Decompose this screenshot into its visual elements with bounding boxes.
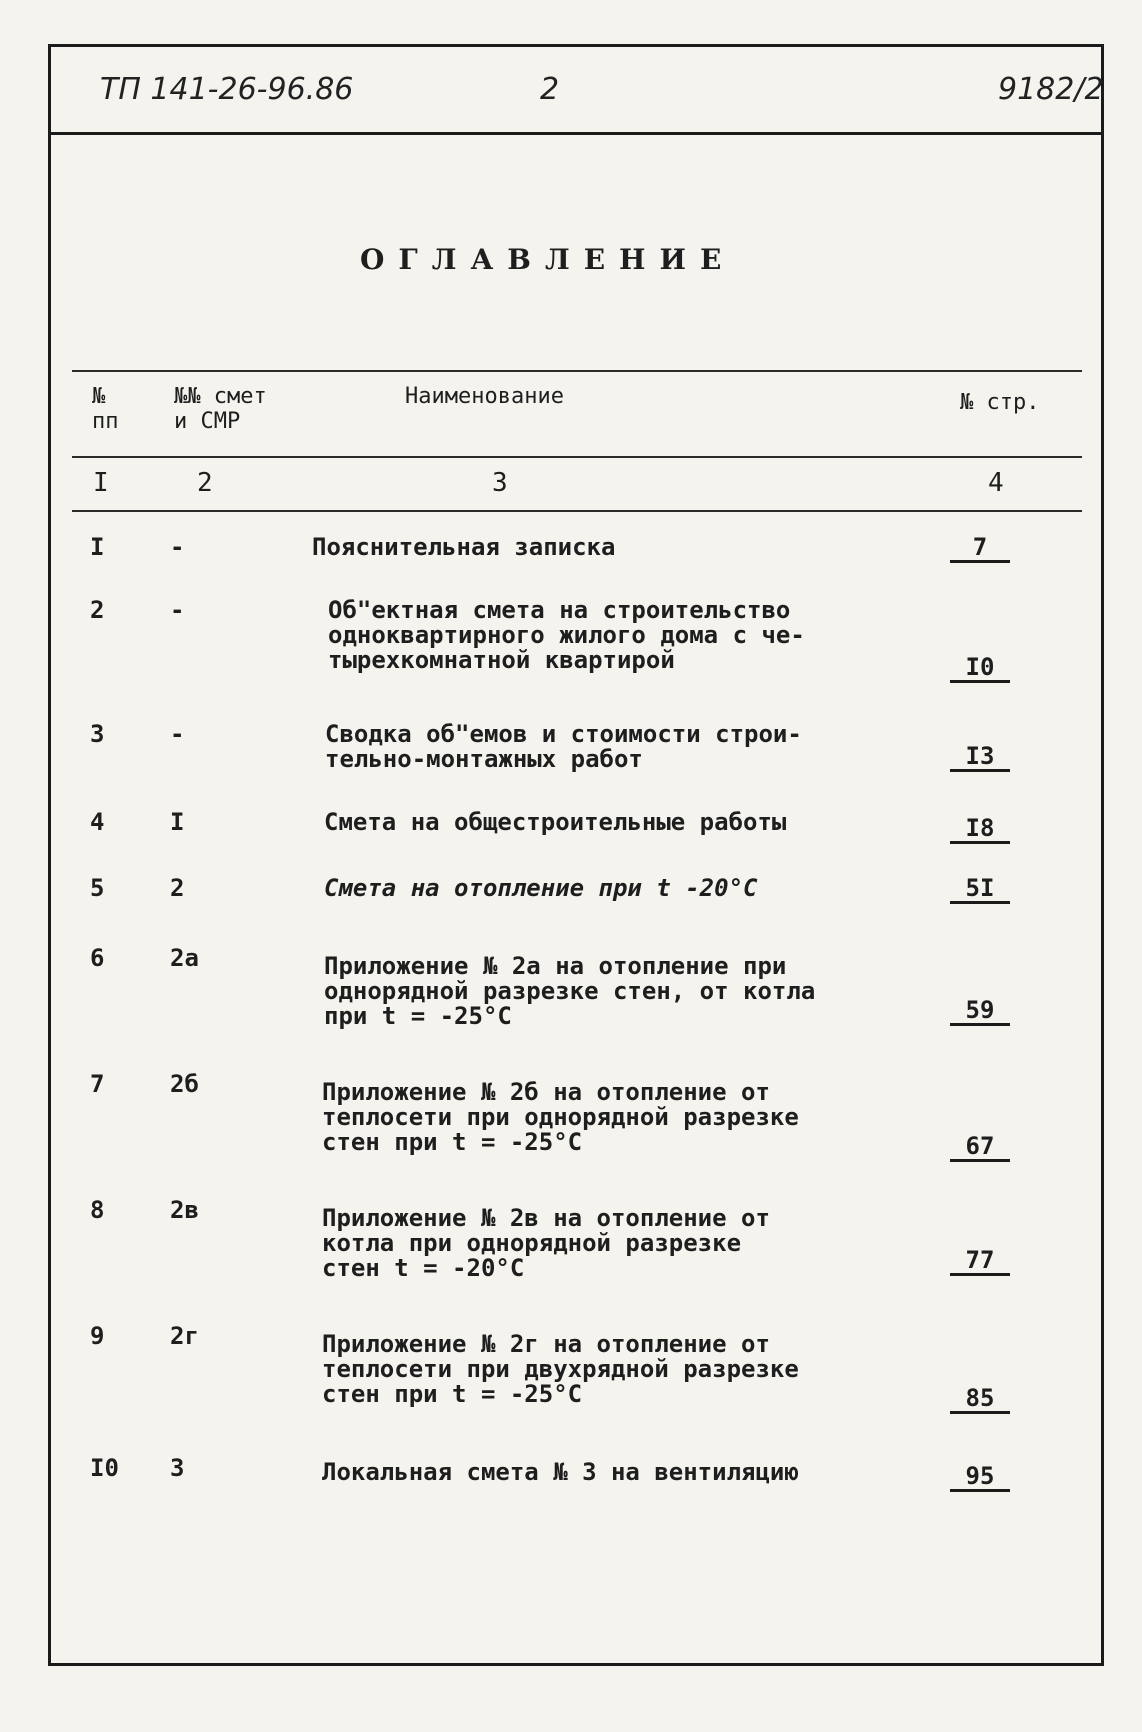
row-page: 85 [950, 1386, 1010, 1414]
column-number-1: I [93, 468, 109, 498]
row-page: I0 [950, 655, 1010, 683]
header-name: Наименование [405, 384, 564, 409]
row-name: Приложение № 2г на отопление от теплосети при двухрядной разрезке стен при t = -25°С [322, 1330, 799, 1408]
row-number: 8 [90, 1196, 105, 1224]
row-name: Локальная смета № 3 на вентиляцию [322, 1458, 799, 1486]
page-title: ОГЛАВЛЕНИЕ [360, 243, 736, 276]
row-page: 77 [950, 1248, 1010, 1276]
table-top-rule [72, 370, 1082, 372]
row-number: I [90, 533, 105, 561]
row-name: Сводка об"емов и стоимости строи- тельно-монтажных работ [325, 720, 802, 773]
header-estimate: №№ смет и СМР [174, 384, 267, 434]
row-estimate: 2а [170, 944, 199, 972]
row-number: 3 [90, 720, 105, 748]
column-number-4: 4 [988, 468, 1004, 498]
row-estimate: - [170, 720, 185, 748]
column-number-3: 3 [492, 468, 508, 498]
row-page: I8 [950, 816, 1010, 844]
header-number: № пп [92, 384, 119, 434]
row-page: 67 [950, 1134, 1010, 1162]
row-number: 2 [90, 596, 105, 624]
row-estimate: I [170, 808, 185, 836]
row-number: 9 [90, 1322, 105, 1350]
row-estimate: - [170, 596, 185, 624]
document-code: ТП 141-26-96.86 [100, 72, 354, 107]
header-page: № стр. [960, 390, 1040, 415]
row-estimate: 2б [170, 1070, 199, 1098]
row-name: Смета на общестроительные работы [324, 808, 787, 836]
row-estimate: - [170, 533, 185, 561]
row-page: 95 [950, 1464, 1010, 1492]
row-number: I0 [90, 1454, 119, 1482]
row-estimate: 2 [170, 874, 185, 902]
column-number-2: 2 [197, 468, 213, 498]
header-divider [48, 132, 1104, 135]
row-number: 4 [90, 808, 105, 836]
row-estimate: 3 [170, 1454, 185, 1482]
row-name: Об"ектная смета на строительство одноквартирного жилого дома с че- тырехкомнатной квартирой [328, 596, 805, 674]
table-numbering-rule [72, 510, 1082, 512]
row-name: Приложение № 2а на отопление при однорядной разрезке стен, от котла при t = -25°С [324, 952, 816, 1030]
row-name: Пояснительная записка [312, 533, 616, 561]
row-estimate: 2г [170, 1322, 199, 1350]
row-page: 7 [950, 535, 1010, 563]
row-number: 6 [90, 944, 105, 972]
row-number: 7 [90, 1070, 105, 1098]
row-number: 5 [90, 874, 105, 902]
row-page: 59 [950, 998, 1010, 1026]
row-page: 5I [950, 876, 1010, 904]
sheet-code: 9182/2 [998, 72, 1104, 107]
row-name: Приложение № 2в на отопление от котла при однорядной разрезке стен t = -20°С [322, 1204, 770, 1282]
row-estimate: 2в [170, 1196, 199, 1224]
row-page: I3 [950, 744, 1010, 772]
page-frame [48, 44, 1104, 1666]
table-header-rule [72, 456, 1082, 458]
row-name: Смета на отопление при t -20°С [324, 874, 758, 902]
page-number: 2 [540, 72, 560, 107]
row-name: Приложение № 2б на отопление от теплосети при однорядной разрезке стен при t = -25°С [322, 1078, 799, 1156]
